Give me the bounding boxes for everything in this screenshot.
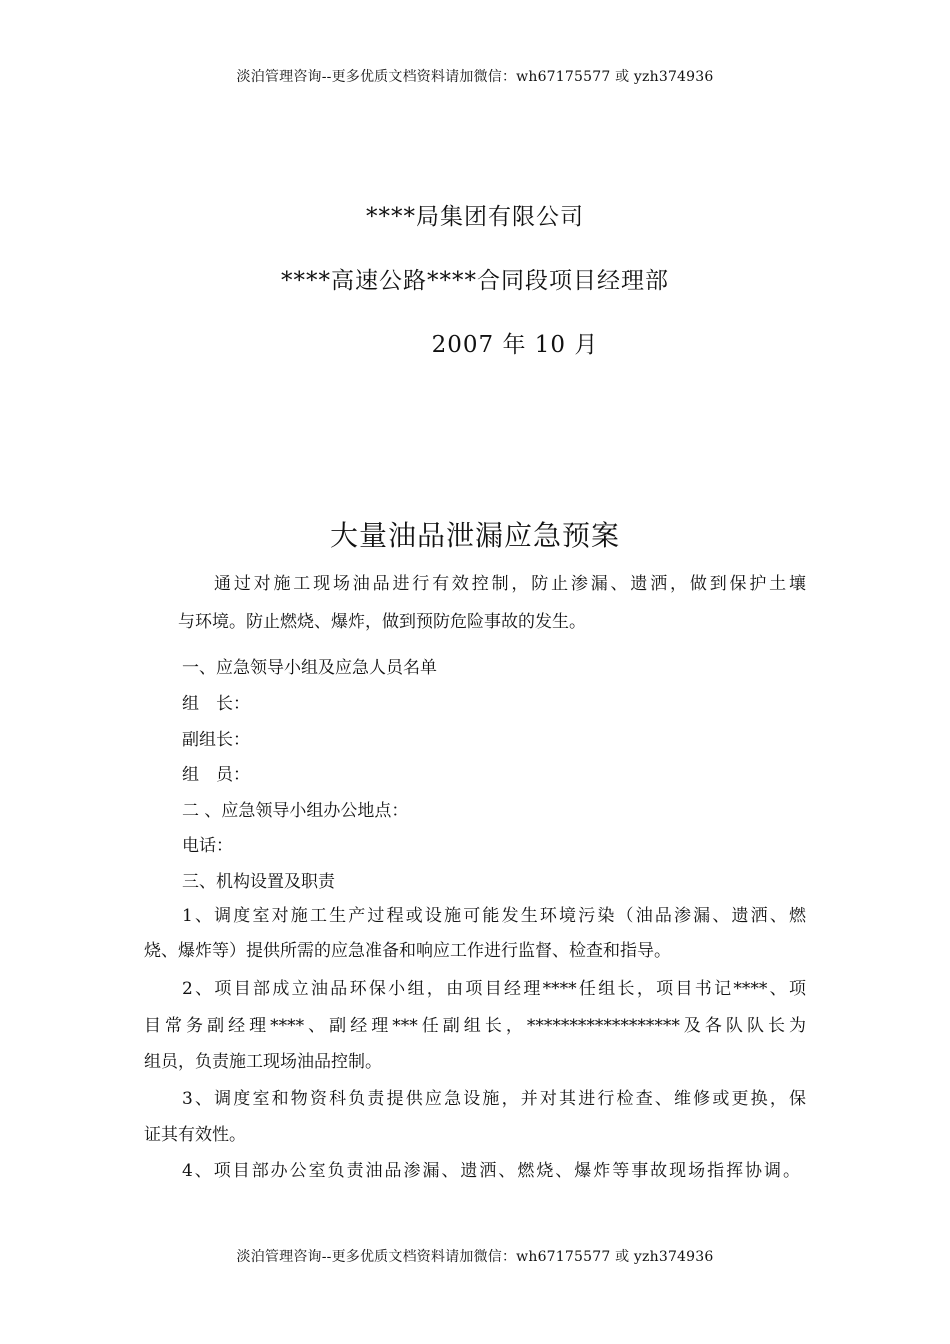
item-1-line-1: 1、调度室对施工生产过程或设施可能发生环境污染（油品渗漏、遗洒、燃	[182, 906, 806, 926]
item-1-line-2: 烧、爆炸等）提供所需的应急准备和响应工作进行监督、检查和指导。	[144, 941, 671, 961]
item-3-line-1: 3、调度室和物资科负责提供应急设施，并对其进行检查、维修或更换，保	[182, 1089, 806, 1109]
item-4-line-1: 4、项目部办公室负责油品渗漏、遗洒、燃烧、爆炸等事故现场指挥协调。	[182, 1161, 800, 1181]
item-3-line-2: 证其有效性。	[144, 1125, 246, 1145]
company-name: ****局集团有限公司	[366, 204, 584, 230]
item-2-line-2: 目常务副经理****、副经理***任副组长，******************及各队队长为	[144, 1016, 806, 1036]
section-3-heading: 三、机构设置及职责	[182, 872, 335, 892]
intro-paragraph-line-1: 通过对施工现场油品进行有效控制，防止渗漏、遗洒，做到保护土壤	[214, 574, 806, 594]
phone-label: 电话：	[182, 836, 233, 856]
item-2-line-1: 2、项目部成立油品环保小组，由项目经理****任组长，项目书记****、项	[182, 979, 806, 999]
item-2-line-3: 组员，负责施工现场油品控制。	[144, 1052, 382, 1072]
page-header: 淡泊管理咨询--更多优质文档资料请加微信：wh67175577 或 yzh374936	[236, 69, 714, 85]
leader-label: 组 长：	[182, 694, 250, 714]
section-1-heading: 一、应急领导小组及应急人员名单	[182, 658, 437, 678]
section-2-heading: 二 、应急领导小组办公地点：	[182, 801, 409, 821]
department-name: ****高速公路****合同段项目经理部	[281, 268, 669, 294]
document-date: 2007 年 10 月	[431, 332, 599, 358]
intro-paragraph-line-2: 与环境。防止燃烧、爆炸，做到预防危险事故的发生。	[178, 612, 586, 632]
document-title: 大量油品泄漏应急预案	[329, 519, 620, 552]
page-footer: 淡泊管理咨询--更多优质文档资料请加微信：wh67175577 或 yzh374936	[236, 1249, 714, 1265]
deputy-leader-label: 副组长：	[182, 730, 250, 750]
member-label: 组 员：	[182, 765, 250, 785]
